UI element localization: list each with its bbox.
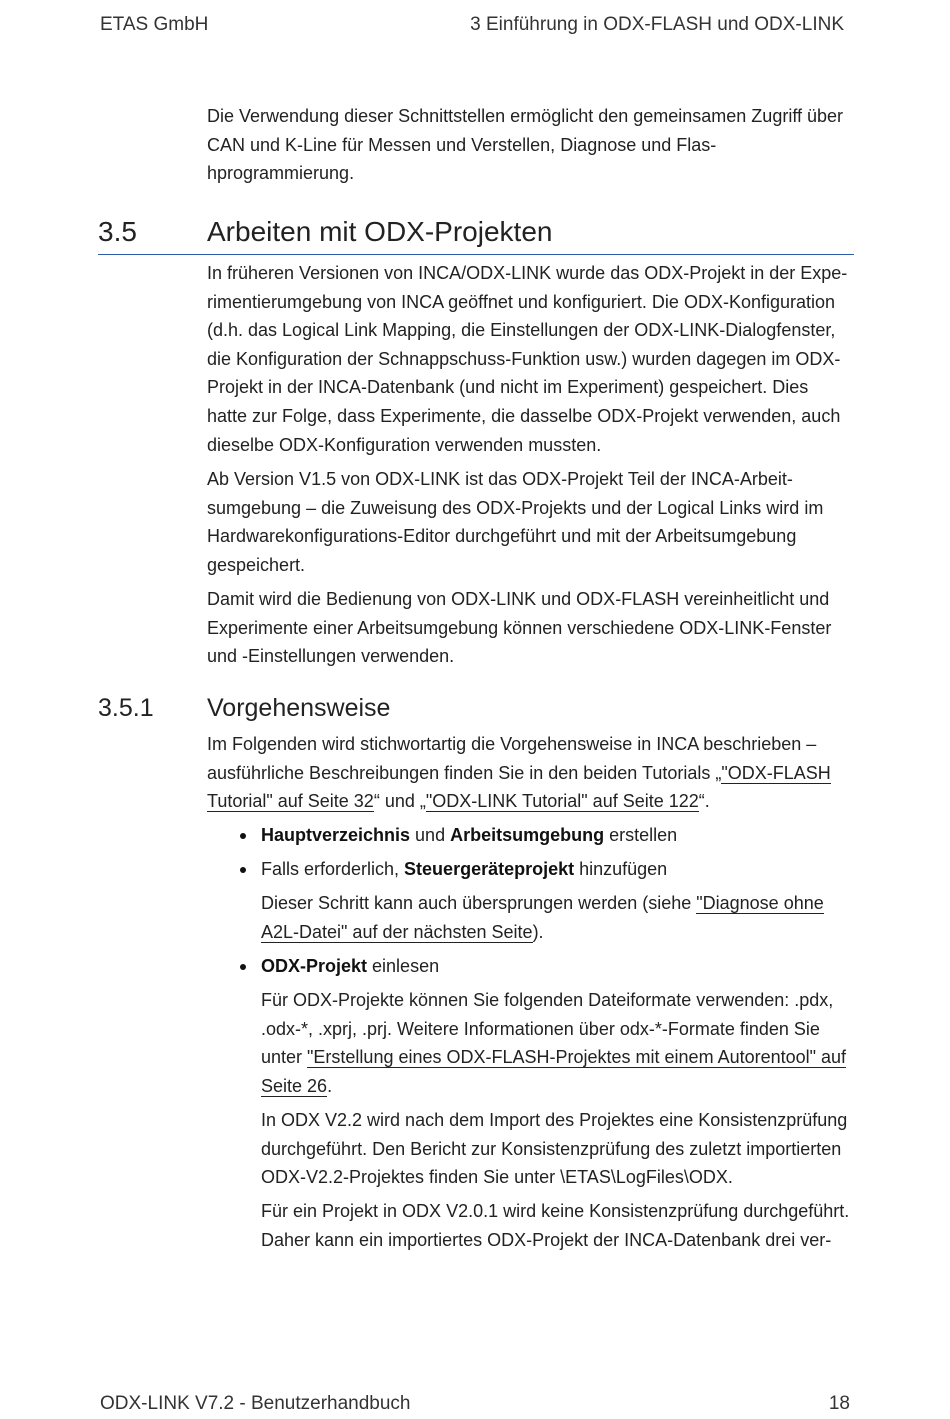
link-text: "ODX-FLASH — [721, 762, 831, 783]
section-number: 3.5 — [98, 216, 137, 247]
text-segment: ). — [532, 921, 544, 942]
section-paragraph-1 — [207, 259, 857, 459]
text-segment: . — [327, 1075, 333, 1096]
page-number: 18 — [828, 1393, 850, 1414]
text-segment: erstellen — [604, 825, 678, 845]
link-text: Seite 26 — [261, 1075, 328, 1096]
link-odx-link-tutorial[interactable]: "ODX-LINK Tutorial" auf Seite 122 — [425, 791, 699, 812]
link-text: Tutorial" auf Seite 32 — [207, 791, 374, 812]
text-line: In ODX V2.2 wird nach dem Import des Projektes eine Konsistenzprüfung — [261, 1110, 848, 1130]
link-erstellung-odx-flash-projekt[interactable] — [261, 1047, 846, 1097]
text-segment: Falls erforderlich, — [261, 859, 405, 879]
text-line: Daher kann ein importiertes ODX-Projekt der INCA-Datenbank drei ver- — [261, 1229, 832, 1250]
footer-document-title: ODX-LINK V7.2 - Benutzerhandbuch — [100, 1393, 411, 1414]
bullet-dot — [240, 964, 246, 970]
text-line: sumgebung – die Zuweisung des ODX-Projekts und der Logical Links wird im — [207, 497, 824, 518]
subsection-title: Vorgehensweise — [207, 694, 391, 722]
text-line: durchgeführt. Den Bericht zur Konsistenzprüfung des zuletzt importierten — [261, 1138, 842, 1159]
section-paragraph-2 — [207, 465, 857, 579]
text-line: Projekt in der INCA-Datenbank (und nicht im Experiment) gespeichert. Dies — [207, 377, 809, 398]
step-note-v201 — [261, 1197, 857, 1254]
list-item — [261, 821, 857, 850]
text-segment: einlesen — [367, 956, 440, 976]
text-line: ODX-V2.2-Projektes finden Sie unter \ETAS\LogFiles\ODX. — [261, 1167, 733, 1188]
text-line: In früheren Versionen von INCA/ODX-LINK wurde das ODX-Projekt in der Expe- — [207, 263, 848, 283]
text-line: rimentierumgebung von INCA geöffnet und konfiguriert. Die ODX-Konfiguration — [207, 291, 836, 312]
text-segment: und — [410, 825, 451, 845]
intro-line: hprogrammierung. — [207, 163, 355, 184]
subsection-number: 3.5.1 — [98, 694, 154, 722]
step-note-formats — [261, 986, 857, 1100]
section-paragraph-3 — [207, 585, 857, 671]
text-segment: Dieser Schritt kann auch übersprungen werden (siehe — [261, 893, 697, 913]
text-line: .odx-*, .xprj, .prj. Weitere Informationen über odx-*-Formate finden Sie — [261, 1018, 820, 1039]
text-line: Hardwarekonfigurations-Editor durchgeführt und mit der Arbeitsumgebung — [207, 526, 797, 547]
section-title: Arbeiten mit ODX-Projekten — [207, 216, 553, 247]
text-line: gespeichert. — [207, 554, 306, 575]
list-item — [261, 855, 857, 884]
text-line: Für ein Projekt in ODX V2.0.1 wird keine Konsistenzprüfung durchgeführt. — [261, 1201, 850, 1221]
text-line: Im Folgenden wird stichwortartig die Vorgehensweise in INCA beschrieben – — [207, 734, 817, 754]
intro-paragraph — [207, 102, 857, 188]
text-segment: hinzufügen — [574, 859, 668, 879]
link-text: "Diagnose ohne — [696, 893, 824, 913]
text-segment: unter — [261, 1047, 308, 1068]
text-line: Damit wird die Bedienung von ODX-LINK und ODX-FLASH vereinheitlicht und — [207, 589, 830, 609]
text-segment: “. — [698, 791, 710, 812]
bullet-dot — [240, 833, 246, 839]
text-line: Experimente einer Arbeitsumgebung können verschiedene ODX-LINK-Fenster — [207, 617, 832, 638]
text-line: die Konfiguration der Schnappschuss-Funktion usw.) wurden dagegen im ODX- — [207, 348, 841, 369]
step-note-consistency-check — [261, 1106, 857, 1192]
text-segment: “ und „ — [373, 791, 426, 812]
bullet-dot — [240, 867, 246, 873]
bold-term: Hauptverzeichnis — [261, 825, 411, 845]
subsection-heading — [98, 694, 854, 728]
list-item — [261, 952, 857, 981]
intro-line: CAN und K-Line für Messen und Verstellen, Diagnose und Flas- — [207, 134, 717, 155]
text-line: (d.h. das Logical Link Mapping, die Einstellungen der ODX-LINK-Dialogfenster, — [207, 320, 836, 341]
text-line: dieselbe ODX-Konfiguration verwenden mussten. — [207, 434, 602, 455]
running-header-chapter: 3 Einführung in ODX-FLASH und ODX-LINK — [470, 14, 844, 35]
text-line: Für ODX-Projekte können Sie folgenden Dateiformate verwenden: .pdx, — [261, 990, 834, 1010]
link-text: "Erstellung eines ODX-FLASH-Projektes mit einem Autorentool" auf — [307, 1047, 847, 1068]
step-note-skip — [261, 889, 857, 946]
running-header-company: ETAS GmbH — [100, 14, 209, 35]
bold-term: Steuergeräteprojekt — [404, 859, 575, 879]
text-line: und -Einstellungen verwenden. — [207, 646, 455, 667]
intro-line: Die Verwendung dieser Schnittstellen ermöglicht den gemeinsamen Zugriff über — [207, 106, 844, 126]
bold-term: Arbeitsumgebung — [450, 825, 605, 845]
text-line: Ab Version V1.5 von ODX-LINK ist das ODX-Projekt Teil der INCA-Arbeit- — [207, 469, 793, 489]
subsection-intro — [207, 730, 857, 816]
section-heading — [98, 216, 854, 255]
link-text: A2L-Datei" auf der nächsten Seite — [261, 921, 533, 942]
bold-term: ODX-Projekt — [261, 956, 368, 976]
text-segment: ausführliche Beschreibungen finden Sie in den beiden Tutorials „ — [207, 762, 722, 783]
text-line: hatte zur Folge, dass Experimente, die dasselbe ODX-Projekt verwenden, auch — [207, 405, 841, 426]
